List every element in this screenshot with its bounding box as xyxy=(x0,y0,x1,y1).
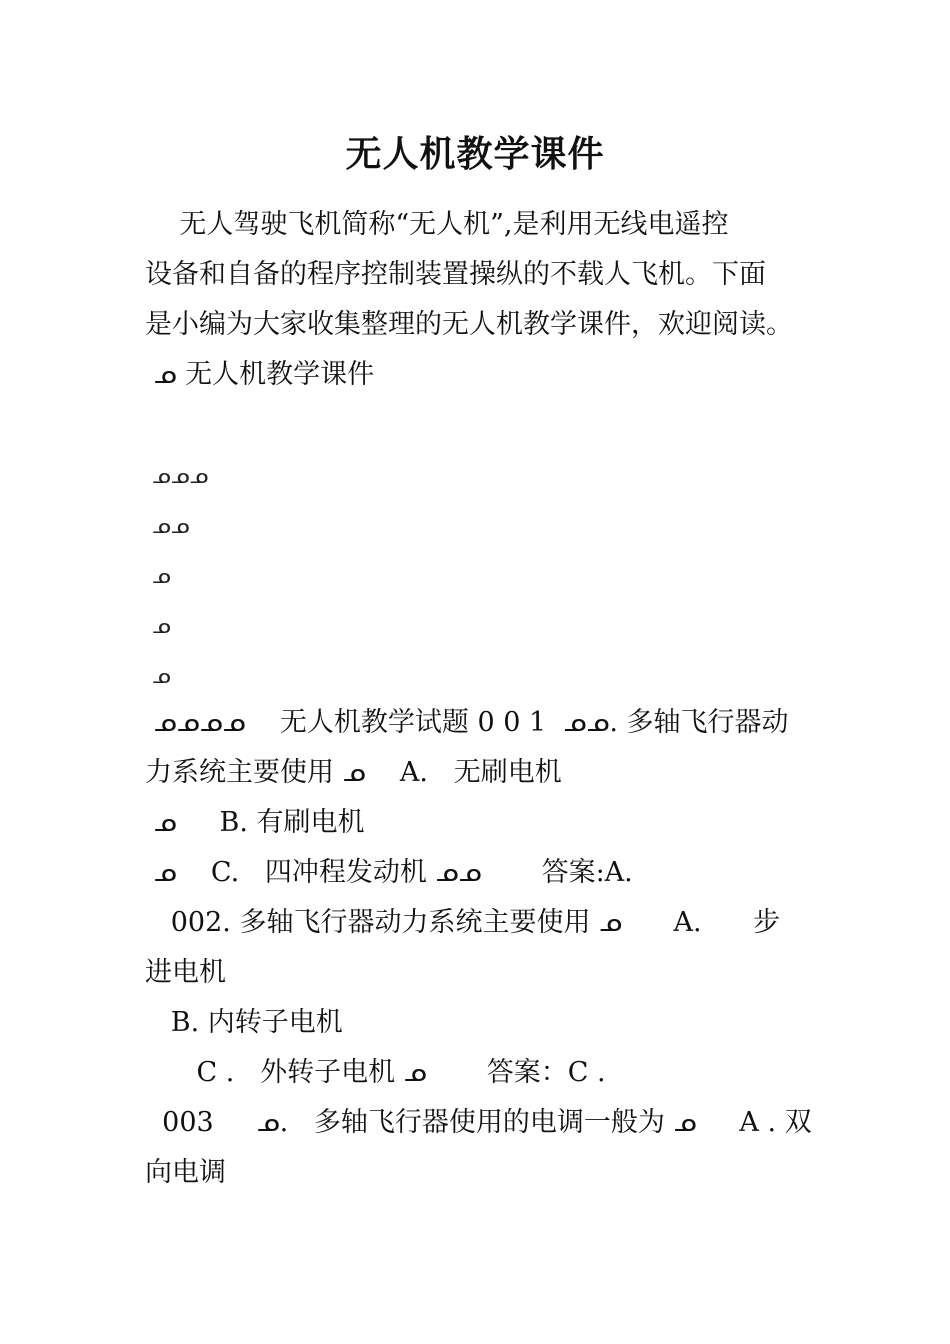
question-line-1: ᓄᓄᓄᓄ 无人机教学试题 0 0 1 ᓄᓄ. 多轴飞行器动 xyxy=(145,707,789,738)
question-line-5: 002. 多轴飞行器动力系统主要使用 ᓄ A. 步 xyxy=(145,907,781,938)
question-line-8: C . 外转子电机 ᓄ 答案：C . xyxy=(145,1057,606,1088)
question-line-10: 向电调 xyxy=(145,1157,226,1188)
garbled-glyph-line-4: ᓄ xyxy=(145,614,171,639)
garbled-glyph-line-1: ᓄᓄᓄ xyxy=(145,464,209,489)
section-heading: ᓄ 无人机教学课件 xyxy=(145,359,375,390)
garbled-glyph-line-5: ᓄ xyxy=(145,664,171,689)
question-line-9: 003 ᓄ. 多轴飞行器使用的电调一般为 ᓄ A . 双 xyxy=(145,1107,812,1138)
question-line-4: ᓄ C. 四冲程发动机 ᓄᓄ 答案:A. xyxy=(145,857,633,888)
paragraph-line-3: 是小编为大家收集整理的无人机教学课件，欢迎阅读。 xyxy=(145,309,793,340)
garbled-glyph-line-2: ᓄᓄ xyxy=(145,514,190,539)
question-line-7: B. 内转子电机 xyxy=(145,1007,343,1038)
paragraph-line-1: 无人驾驶飞机简称“无人机”,是利用无线电遥控 xyxy=(145,209,729,240)
question-line-2: 力系统主要使用 ᓄ A. 无刷电机 xyxy=(145,757,562,788)
question-line-3: ᓄ B. 有刷电机 xyxy=(145,807,365,838)
document-title: 无人机教学课件 xyxy=(345,133,605,175)
question-line-6: 进电机 xyxy=(145,957,226,988)
paragraph-line-2: 设备和自备的程序控制装置操纵的不载人飞机。下面 xyxy=(145,259,766,290)
garbled-glyph-line-3: ᓄ xyxy=(145,564,171,589)
